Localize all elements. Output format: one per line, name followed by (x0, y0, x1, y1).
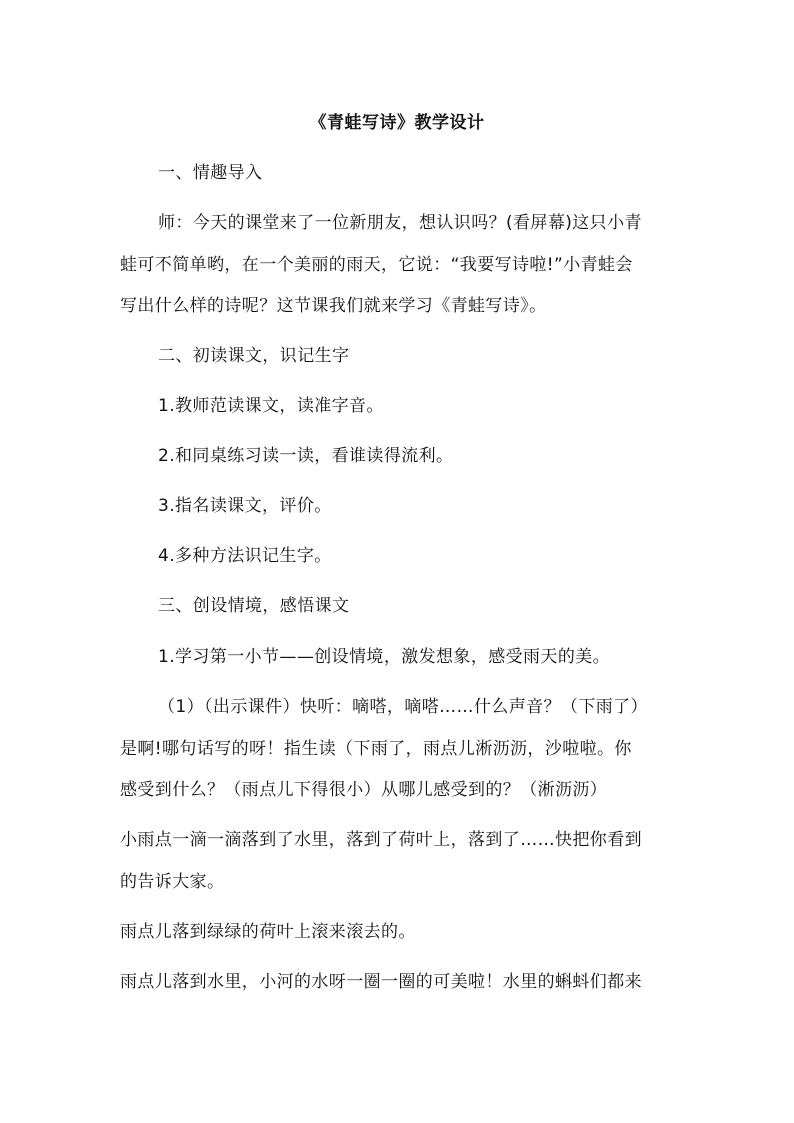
list-item: 1.学习第一小节——创设情境，激发想象，感受雨天的美。 (158, 647, 611, 667)
paragraph-line: 写出什么样的诗呢？这节课我们就来学习《青蛙写诗》。 (120, 296, 547, 316)
document-title: 《青蛙写诗》教学设计 (309, 113, 485, 133)
paragraph-line: 小雨点一滴一滴落到了水里，落到了荷叶上，落到了……快把你看到 (120, 830, 642, 850)
section-heading-3: 三、创设情境，感悟课文 (158, 596, 350, 616)
paragraph-line: 蛙可不简单哟，在一个美丽的雨天，它说：“我要写诗啦!”小青蛙会 (120, 255, 633, 275)
list-item: 2.和同桌练习读一读，看谁读得流利。 (158, 446, 454, 466)
list-item: 1.教师范读课文，读准字音。 (158, 396, 384, 416)
paragraph-line: （1）（出示课件）快听：嘀嗒，嘀嗒……什么声音？（下雨了） (158, 697, 648, 717)
paragraph-line: 雨点儿落到绿绿的荷叶上滚来滚去的。 (120, 922, 416, 942)
section-heading-2: 二、初读课文，识记生字 (158, 346, 350, 366)
paragraph-line: 感受到什么？（雨点儿下得很小）从哪儿感受到的？（淅沥沥） (120, 780, 608, 800)
paragraph-line: 的告诉大家。 (120, 872, 225, 892)
paragraph-line: 是啊!哪句话写的呀！指生读（下雨了，雨点儿淅沥沥，沙啦啦。你 (120, 739, 632, 759)
list-item: 4.多种方法识记生字。 (158, 546, 332, 566)
paragraph-line: 雨点儿落到水里，小河的水呀一圈一圈的可美啦！水里的蝌蚪们都来 (120, 972, 642, 992)
section-heading-1: 一、情趣导入 (158, 163, 263, 183)
list-item: 3.指名读课文，评价。 (158, 496, 332, 516)
paragraph-line: 师：今天的课堂来了一位新朋友，想认识吗？(看屏幕)这只小青 (158, 213, 642, 233)
